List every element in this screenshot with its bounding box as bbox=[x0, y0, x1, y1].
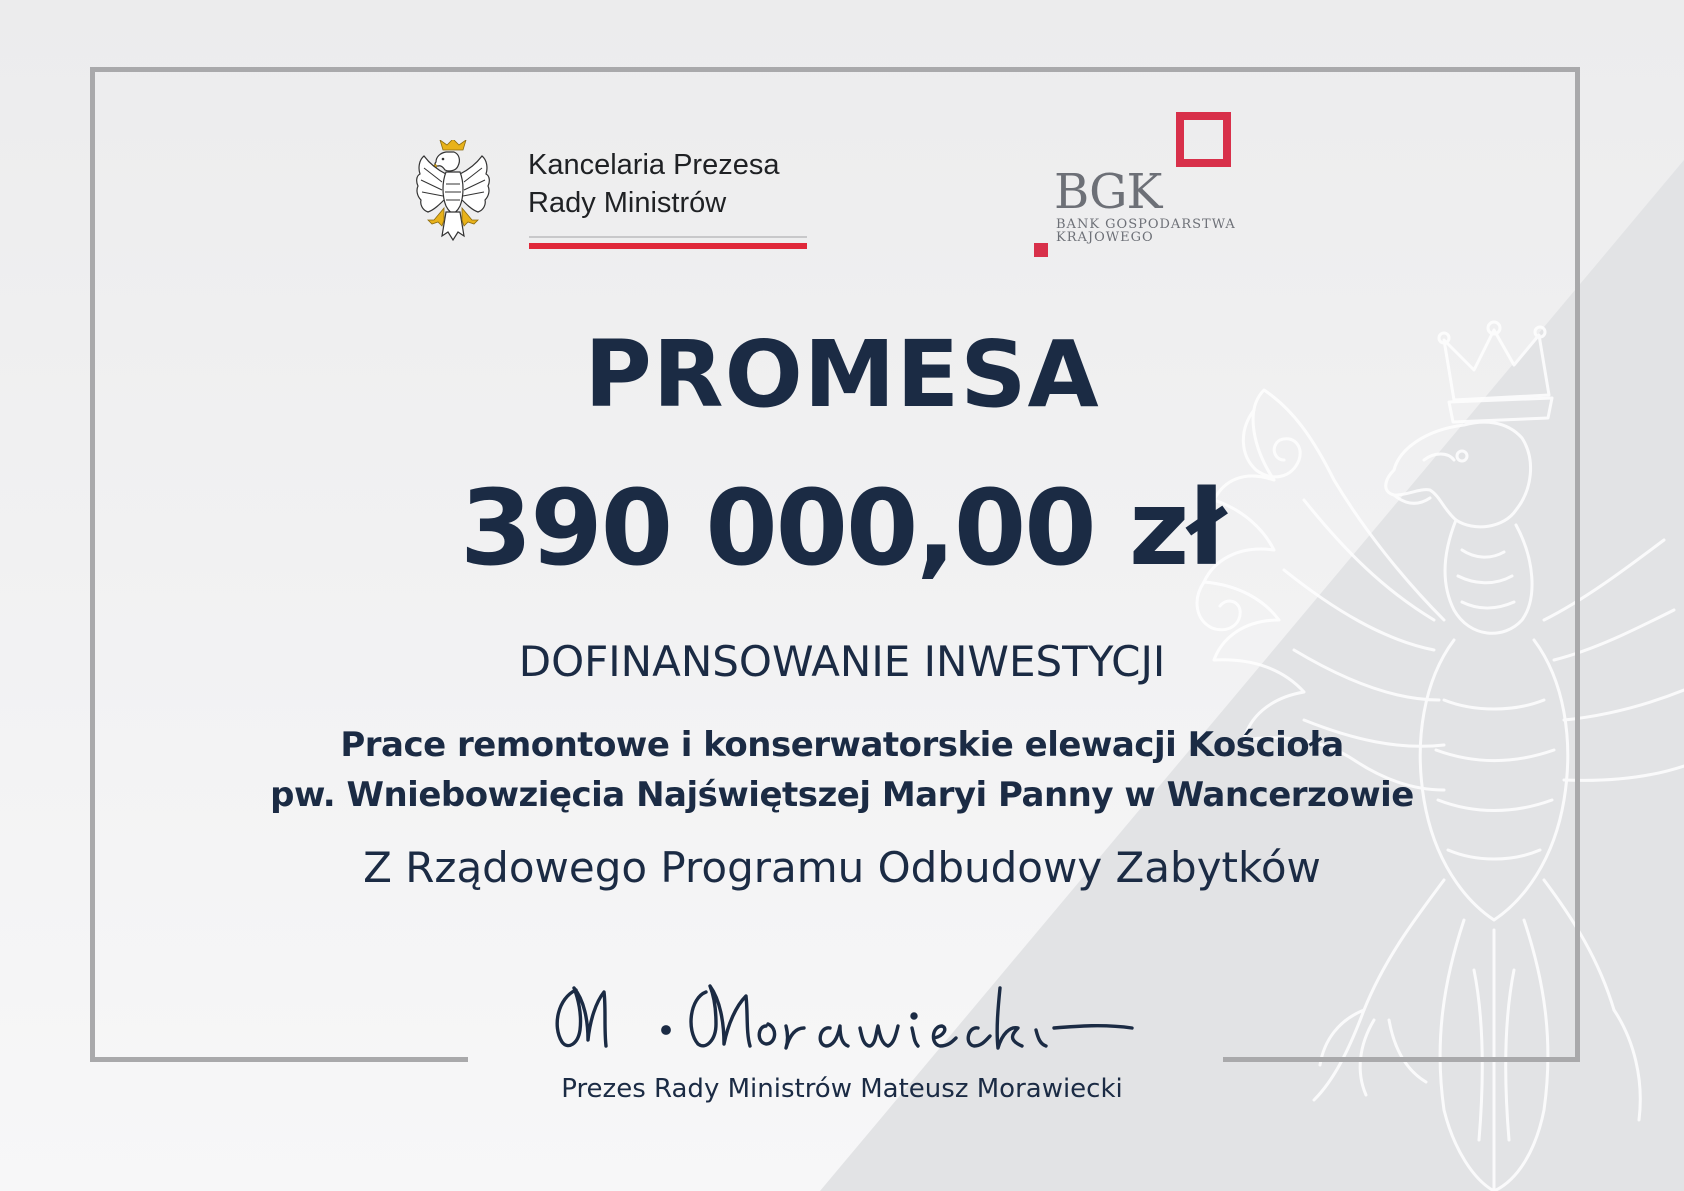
program-name: Z Rządowego Programu Odbudowy Zabytków bbox=[363, 843, 1321, 892]
bgk-mark: BGK bbox=[1054, 164, 1162, 220]
bgk-name-line2: KRAJOWEGO bbox=[1056, 230, 1154, 245]
polish-eagle-icon bbox=[416, 140, 490, 250]
signatory-name: Prezes Rady Ministrów Mateusz Morawiecki bbox=[561, 1074, 1123, 1104]
investment-line-1: Prace remontowe i konserwatorskie elewacji Kościoła bbox=[340, 725, 1344, 765]
certificate-title: PROMESA bbox=[584, 321, 1100, 428]
bgk-logo bbox=[1030, 112, 1250, 262]
kprm-rule-red bbox=[529, 243, 807, 249]
investment-line-2: pw. Wniebowzięcia Najświętszej Maryi Panny w Wancerzowie bbox=[270, 775, 1414, 815]
handwritten-signature bbox=[548, 968, 1138, 1058]
kprm-rule-grey bbox=[529, 236, 807, 238]
certificate-subtitle: DOFINANSOWANIE INWESTYCJI bbox=[518, 637, 1166, 686]
kprm-name-line1: Kancelaria Prezesa bbox=[528, 149, 780, 181]
frame-top bbox=[90, 67, 1580, 72]
bgk-small-square-icon bbox=[1034, 243, 1048, 257]
frame-bottom-right bbox=[1223, 1057, 1580, 1062]
bgk-frame-square-icon bbox=[1176, 112, 1231, 167]
grant-amount: 390 000,00 zł bbox=[460, 467, 1224, 589]
bgk-name-line1: BANK GOSPODARSTWA bbox=[1056, 217, 1236, 232]
kprm-logo bbox=[416, 140, 816, 260]
frame-bottom-left bbox=[90, 1057, 468, 1062]
kprm-name-line2: Rady Ministrów bbox=[528, 187, 727, 219]
bgk-full-name bbox=[1056, 218, 1236, 244]
kprm-name bbox=[528, 146, 779, 222]
investment-description bbox=[0, 720, 1684, 820]
